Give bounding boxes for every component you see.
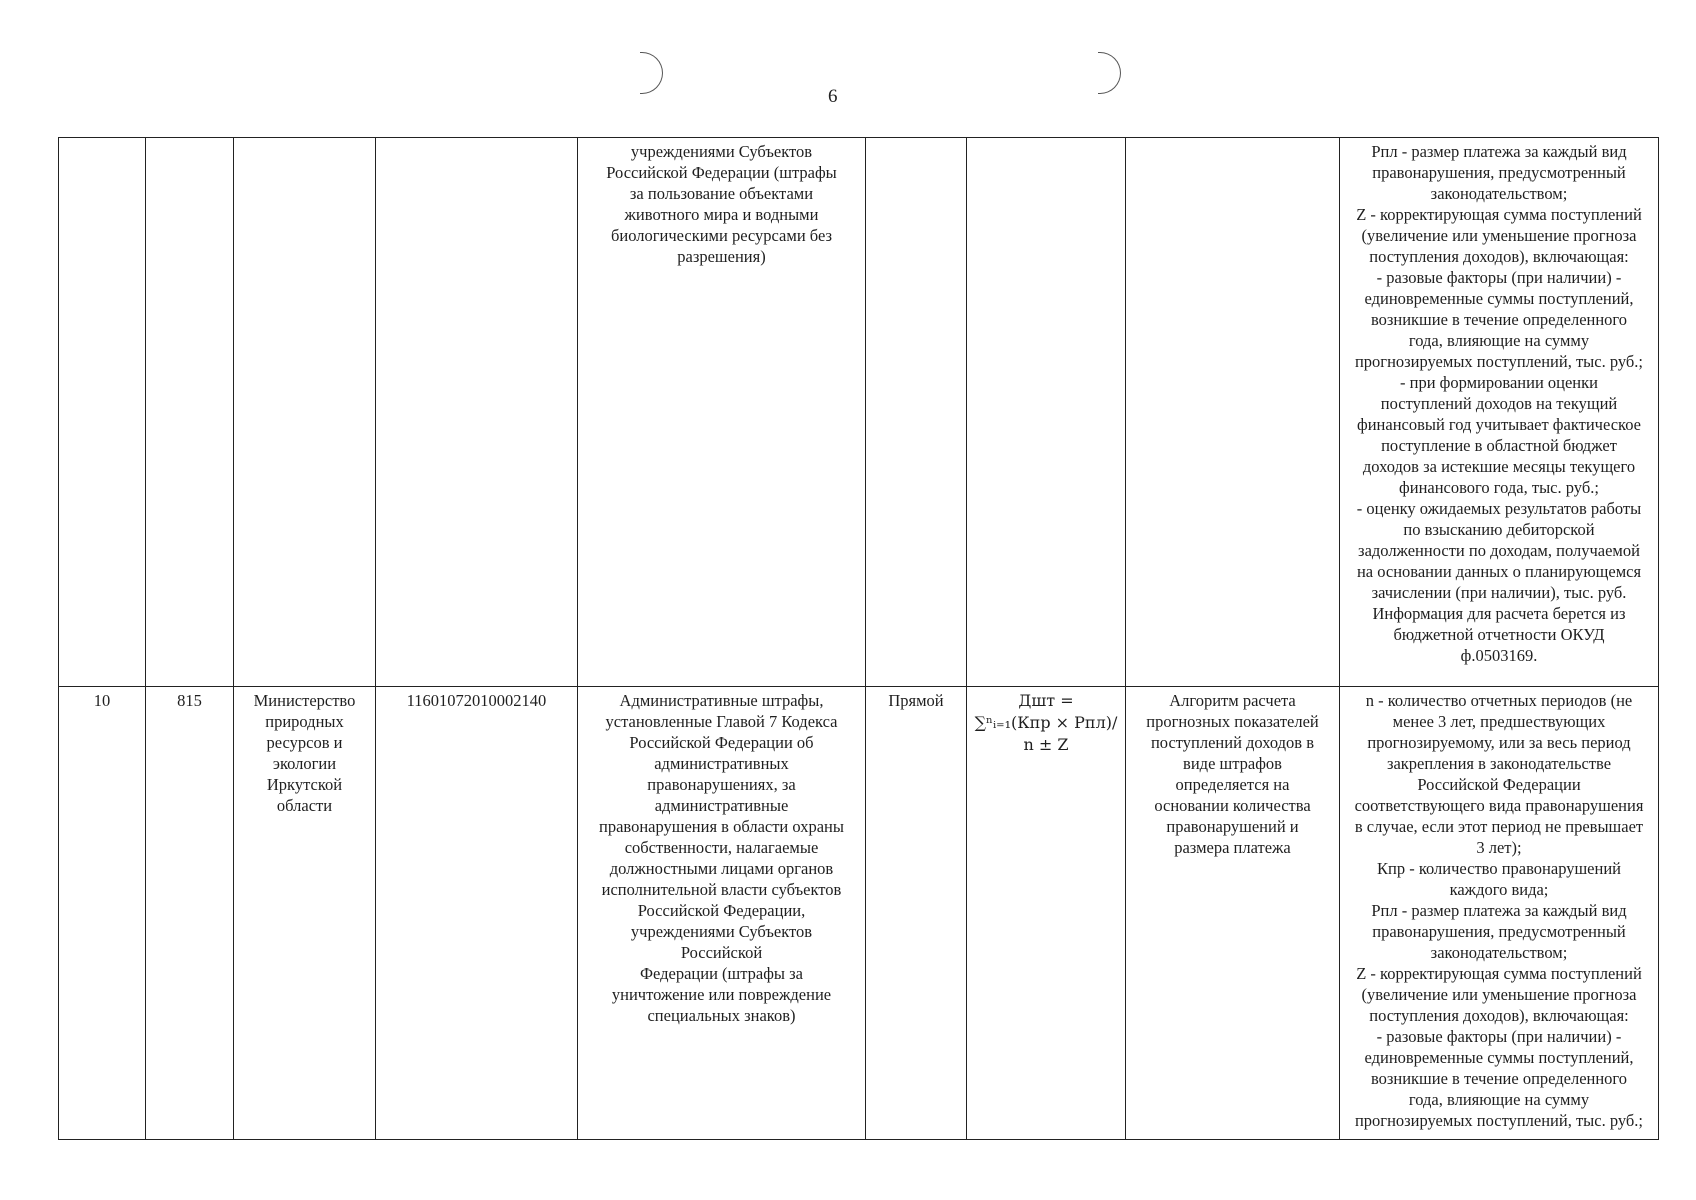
punch-hole-mark-left bbox=[640, 52, 663, 94]
page-number: 6 bbox=[828, 86, 838, 107]
cell-admin-code bbox=[146, 138, 234, 687]
cell-administrator: Министерство природных ресурсов и экологии Иркутской области bbox=[234, 687, 376, 1140]
cell-administrator bbox=[234, 138, 376, 687]
cell-revenue-name: учреждениями Субъектов Российской Федерации (штрафы за пользование объектами животного мира и водными биологическими ресурсами без разрешения) bbox=[578, 138, 866, 687]
cell-indicator-description: n - количество отчетных периодов (не менее 3 лет, предшествующих прогнозируемому, или за весь период закрепления в законодательстве Российской Федерации соответствующего вида правонарушения в случае, если этот период не превышает 3 лет); Кпр - количество правонарушений каждого вида; Рпл - размер платежа за каждый вид правонарушения, предусмотренный законодательством; Z - корректирующая сумма поступлений (увеличение или уменьшение прогноза поступления доходов), включающая: - разовые факторы (при наличии) - единовременные суммы поступлений, возникшие в течение определенного года, влияющие на сумму прогнозируемых поступлений, тыс. руб.; bbox=[1340, 687, 1659, 1140]
cell-formula: Дшт = ∑ⁿᵢ₌₁(Кпр × Рпл)/ n ± Z bbox=[967, 687, 1126, 1140]
punch-hole-mark-right bbox=[1098, 52, 1121, 94]
cell-calculation-method bbox=[866, 138, 967, 687]
table-row bbox=[59, 138, 1659, 687]
cell-row-number: 10 bbox=[59, 687, 146, 1140]
cell-algorithm: Алгоритм расчета прогнозных показателей поступлений доходов в виде штрафов определяется на основании количества правонарушений и размера платежа bbox=[1126, 687, 1340, 1140]
cell-algorithm bbox=[1126, 138, 1340, 687]
cell-calculation-method: Прямой bbox=[866, 687, 967, 1140]
cell-formula bbox=[967, 138, 1126, 687]
cell-kbk-code: 11601072010002140 bbox=[376, 687, 578, 1140]
revenue-forecast-table bbox=[58, 137, 1659, 1140]
cell-admin-code: 815 bbox=[146, 687, 234, 1140]
cell-revenue-name: Административные штрафы, установленные Главой 7 Кодекса Российской Федерации об административных правонарушениях, за административные правонарушения в области охраны собственности, налагаемые должностными лицами органов исполнительной власти субъектов Российской Федерации, учреждениями Субъектов Российской Федерации (штрафы за уничтожение или повреждение специальных знаков) bbox=[578, 687, 866, 1140]
cell-row-number bbox=[59, 138, 146, 687]
cell-indicator-description: Рпл - размер платежа за каждый вид правонарушения, предусмотренный законодательством; Z - корректирующая сумма поступлений (увеличение или уменьшение прогноза поступления доходов), включающая: - разовые факторы (при наличии) - единовременные суммы поступлений, возникшие в течение определенного года, влияющие на сумму прогнозируемых поступлений, тыс. руб.; - при формировании оценки поступлений доходов на текущий финансовый год учитывает фактическое поступление в областной бюджет доходов за истекшие месяцы текущего финансового года, тыс. руб.; - оценку ожидаемых результатов работы по взысканию дебиторской задолженности по доходам, получаемой на основании данных о планирующемся зачислении (при наличии), тыс. руб. Информация для расчета берется из бюджетной отчетности ОКУД ф.0503169. bbox=[1340, 138, 1659, 687]
cell-kbk-code bbox=[376, 138, 578, 687]
table-row bbox=[59, 687, 1659, 1140]
